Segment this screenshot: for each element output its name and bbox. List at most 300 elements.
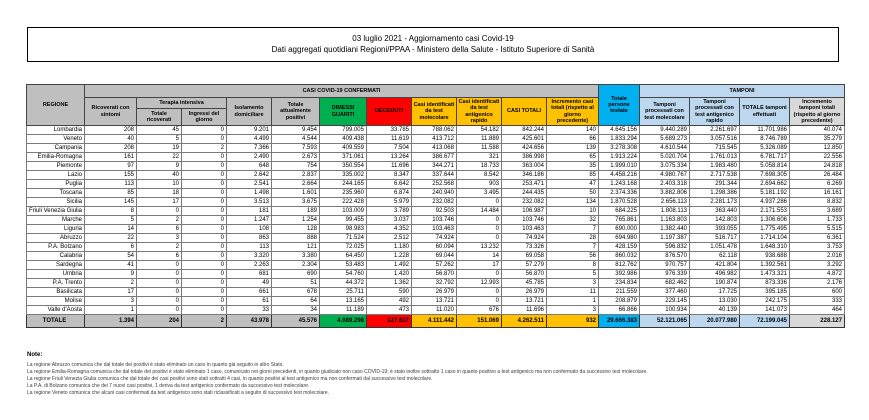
cell-casi_tot: 26.979 — [502, 288, 547, 297]
cell-tamp_mol: 100.934 — [640, 306, 690, 315]
cell-incr_casi: 56 — [547, 252, 599, 261]
cell-tamp_mol: 596.832 — [640, 243, 690, 252]
cell-incr_tamp: 8.832 — [790, 198, 845, 207]
cell-testate: 4.645.156 — [599, 126, 640, 135]
cell-positivi: 189 — [272, 207, 320, 216]
cell-tamp_ant: 393.055 — [690, 225, 740, 234]
total-incr_casi: 932 — [547, 315, 599, 328]
cell-incr_casi: 32 — [547, 216, 599, 225]
cell-casi_mol: 13.721 — [412, 297, 457, 306]
group-header-tamponi: TAMPONI — [640, 85, 845, 98]
column-header-casi-molecolare: Casi identificati da test molecolare — [412, 98, 457, 126]
group-header-casi-confermati: CASI COVID-19 CONFERMATI — [85, 85, 599, 98]
cell-tamp_mol: 4.610.544 — [640, 144, 690, 153]
cell-ti_ingressi: 0 — [182, 306, 227, 315]
total-testate: 29.666.383 — [599, 315, 640, 328]
cell-casi_tot: 56.870 — [502, 270, 547, 279]
cell-deceduti: 4.352 — [367, 225, 412, 234]
column-header-ti-ingressi: Ingressi del giorno — [182, 108, 227, 126]
cell-incr_casi: 11 — [547, 288, 599, 297]
cell-positivi: 34 — [272, 306, 320, 315]
cell-deceduti: 6.642 — [367, 180, 412, 189]
cell-tamp_tot: 2.694.662 — [740, 180, 790, 189]
cell-ti_totale: 0 — [137, 261, 182, 270]
cell-casi_ant: 0 — [457, 198, 502, 207]
cell-tamp_ant: 2.717.538 — [690, 171, 740, 180]
cell-incr_casi: 7 — [547, 243, 599, 252]
cell-casi_tot: 386.998 — [502, 153, 547, 162]
table-row — [27, 288, 845, 297]
cell-deceduti: 6.874 — [367, 189, 412, 198]
cell-isolamento: 3.513 — [227, 198, 272, 207]
cell-isolamento: 1.498 — [227, 189, 272, 198]
region-name: Calabria — [27, 252, 85, 261]
column-header-tamponi-antigenico: Tamponi processati con test antigenico rapido — [690, 98, 740, 126]
cell-tamp_ant: 496.982 — [690, 270, 740, 279]
cell-testate: 66.866 — [599, 306, 640, 315]
cell-testate: 812.762 — [599, 261, 640, 270]
cell-testate: 1.833.294 — [599, 135, 640, 144]
report-header-box — [27, 27, 839, 62]
cell-tamp_mol: 1.382.440 — [640, 225, 690, 234]
cell-casi_mol: 56.870 — [412, 270, 457, 279]
cell-tamp_tot: 873.336 — [740, 279, 790, 288]
cell-tamp_tot: 938.688 — [740, 252, 790, 261]
cell-testate: 428.159 — [599, 243, 640, 252]
cell-dimessi: 13.165 — [320, 297, 367, 306]
cell-isolamento: 33 — [227, 306, 272, 315]
cell-positivi: 2.673 — [272, 153, 320, 162]
cell-casi_ant: 54.182 — [457, 126, 502, 135]
group-header-terapia-intensiva: Terapia intensiva — [137, 98, 227, 109]
cell-ti_ingressi: 0 — [182, 198, 227, 207]
cell-casi_ant: 11.889 — [457, 135, 502, 144]
cell-incr_tamp: 16.161 — [790, 189, 845, 198]
cell-tamp_mol: 5.020.704 — [640, 153, 690, 162]
cell-testate: 4.458.216 — [599, 171, 640, 180]
cell-incr_casi: 3 — [547, 279, 599, 288]
column-header-casi-totali: CASI TOTALI — [502, 98, 547, 126]
cell-incr_casi: 134 — [547, 198, 599, 207]
table-row — [27, 279, 845, 288]
cell-ti_ingressi: 0 — [182, 171, 227, 180]
column-header-persone-testate: Totale persone testate — [599, 85, 640, 126]
cell-casi_tot: 45.785 — [502, 279, 547, 288]
cell-deceduti: 492 — [367, 297, 412, 306]
table-row — [27, 171, 845, 180]
cell-incr_casi: 35 — [547, 162, 599, 171]
cell-isolamento: 2.263 — [227, 261, 272, 270]
cell-incr_casi: 66 — [547, 135, 599, 144]
table-row — [27, 216, 845, 225]
cell-dimessi: 799.005 — [320, 126, 367, 135]
cell-ti_totale: 0 — [137, 270, 182, 279]
region-name: Toscana — [27, 189, 85, 198]
region-name: Piemonte — [27, 162, 85, 171]
region-name: Umbria — [27, 270, 85, 279]
cell-ti_totale: 0 — [137, 207, 182, 216]
cell-ti_ingressi: 0 — [182, 270, 227, 279]
cell-casi_ant: 11.588 — [457, 144, 502, 153]
column-header-incremento-tamponi: Incremento tamponi totali (rispetto al giorno precedente) — [790, 98, 845, 126]
cell-incr_tamp: 6.269 — [790, 180, 845, 189]
cell-incr_casi: 1 — [547, 297, 599, 306]
region-name: Abruzzo — [27, 234, 85, 243]
cell-tamp_mol: 1.197.387 — [640, 234, 690, 243]
cell-testate: 694.980 — [599, 234, 640, 243]
total-dimessi: 4.089.298 — [320, 315, 367, 328]
total-positivi: 45.576 — [272, 315, 320, 328]
cell-incr_tamp: 4.872 — [790, 270, 845, 279]
cell-isolamento: 2.490 — [227, 153, 272, 162]
cell-incr_tamp: 464 — [790, 306, 845, 315]
cell-ricoverati: 22 — [85, 234, 137, 243]
cell-tamp_tot: 1.714.104 — [740, 234, 790, 243]
cell-tamp_mol: 876.570 — [640, 252, 690, 261]
cell-testate: 211.559 — [599, 288, 640, 297]
cell-tamp_mol: 1.808.113 — [640, 207, 690, 216]
note-line: La regione Friuli Venezia Giulia comunica che dal totale dei casi positivi sono stati sottratti 4 casi, in quanto positivi al test antigenico ma non confermati dal successivo test molecolare. — [27, 376, 433, 382]
table-row — [27, 180, 845, 189]
cell-tamp_ant: 291.344 — [690, 180, 740, 189]
table-row — [27, 135, 845, 144]
cell-tamp_tot: 6.781.717 — [740, 153, 790, 162]
cell-positivi: 678 — [272, 288, 320, 297]
cell-tamp_tot: 1.473.321 — [740, 270, 790, 279]
cell-ti_ingressi: 0 — [182, 180, 227, 189]
cell-casi_ant: 12.993 — [457, 279, 502, 288]
table-row — [27, 198, 845, 207]
cell-tamp_tot: 1.775.495 — [740, 225, 790, 234]
cell-deceduti: 1.228 — [367, 252, 412, 261]
cell-dimessi: 25.711 — [320, 288, 367, 297]
cell-dimessi: 11.189 — [320, 306, 367, 315]
table-row — [27, 162, 845, 171]
total-tamp_ant: 20.077.980 — [690, 315, 740, 328]
cell-incr_tamp: 2.176 — [790, 279, 845, 288]
cell-tamp_ant: 190.874 — [690, 279, 740, 288]
cell-testate: 208.879 — [599, 297, 640, 306]
cell-ti_ingressi: 0 — [182, 126, 227, 135]
cell-casi_ant: 18.733 — [457, 162, 502, 171]
cell-tamp_tot: 4.937.286 — [740, 198, 790, 207]
cell-tamp_tot: 141.073 — [740, 306, 790, 315]
cell-isolamento: 2.642 — [227, 171, 272, 180]
table-row — [27, 252, 845, 261]
cell-casi_ant: 13.232 — [457, 243, 502, 252]
cell-dimessi: 72.025 — [320, 243, 367, 252]
cell-casi_ant: 14.484 — [457, 207, 502, 216]
cell-ti_ingressi: 0 — [182, 153, 227, 162]
cell-ti_totale: 0 — [137, 306, 182, 315]
cell-casi_ant: 321 — [457, 153, 502, 162]
cell-tamp_tot: 1.306.606 — [740, 216, 790, 225]
cell-tamp_ant: 62.118 — [690, 252, 740, 261]
cell-casi_mol: 69.044 — [412, 252, 457, 261]
cell-ricoverati: 155 — [85, 171, 137, 180]
cell-tamp_ant: 1.761.013 — [690, 153, 740, 162]
cell-tamp_ant: 17.725 — [690, 288, 740, 297]
cell-ricoverati: 14 — [85, 225, 137, 234]
cell-deceduti: 11.696 — [367, 162, 412, 171]
cell-incr_casi: 47 — [547, 180, 599, 189]
cell-casi_tot: 425.601 — [502, 135, 547, 144]
cell-tamp_mol: 5.689.273 — [640, 135, 690, 144]
table-row — [27, 234, 845, 243]
cell-casi_tot: 13.721 — [502, 297, 547, 306]
cell-tamp_mol: 3.075.334 — [640, 162, 690, 171]
total-isolamento: 43.978 — [227, 315, 272, 328]
cell-deceduti: 2.512 — [367, 234, 412, 243]
cell-dimessi: 409.438 — [320, 135, 367, 144]
cell-positivi: 1.601 — [272, 189, 320, 198]
cell-ti_totale: 0 — [137, 288, 182, 297]
cell-casi_ant: 3.495 — [457, 189, 502, 198]
cell-casi_ant: 0 — [457, 297, 502, 306]
cell-ricoverati: 6 — [85, 243, 137, 252]
cell-casi_mol: 92.503 — [412, 207, 457, 216]
cell-isolamento: 113 — [227, 243, 272, 252]
cell-tamp_mol: 1.163.803 — [640, 216, 690, 225]
cell-dimessi: 53.483 — [320, 261, 367, 270]
cell-casi_tot: 244.435 — [502, 189, 547, 198]
cell-incr_tamp: 26.484 — [790, 171, 845, 180]
cell-deceduti: 1.362 — [367, 279, 412, 288]
cell-positivi: 1.254 — [272, 216, 320, 225]
cell-casi_ant: 8.542 — [457, 171, 502, 180]
cell-dimessi: 99.455 — [320, 216, 367, 225]
table-row — [27, 306, 845, 315]
cell-incr_tamp: 24.818 — [790, 162, 845, 171]
column-header-ti-totale: Totale ricoverati — [137, 108, 182, 126]
cell-ricoverati: 1 — [85, 306, 137, 315]
cell-ricoverati: 2 — [85, 279, 137, 288]
column-header-dimessi-guariti: DIMESSI GUARITI — [320, 98, 367, 126]
cell-ricoverati: 40 — [85, 135, 137, 144]
cell-tamp_tot: 242.175 — [740, 297, 790, 306]
cell-deceduti: 473 — [367, 306, 412, 315]
region-name: Lombardia — [27, 126, 85, 135]
cell-tamp_ant: 2.261.697 — [690, 126, 740, 135]
cell-isolamento: 661 — [227, 288, 272, 297]
cell-dimessi: 244.165 — [320, 180, 367, 189]
table-row — [27, 225, 845, 234]
cell-ti_ingressi: 2 — [182, 144, 227, 153]
cell-incr_tamp: 22.556 — [790, 153, 845, 162]
cell-ti_totale: 18 — [137, 189, 182, 198]
cell-deceduti: 3.037 — [367, 216, 412, 225]
cell-deceduti: 1.420 — [367, 270, 412, 279]
total-casi_mol: 4.111.442 — [412, 315, 457, 328]
cell-testate: 1.870.528 — [599, 198, 640, 207]
cell-testate: 690.000 — [599, 225, 640, 234]
cell-isolamento: 49 — [227, 279, 272, 288]
cell-positivi: 754 — [272, 162, 320, 171]
region-name: Friuli Venezia Giulia — [27, 207, 85, 216]
cell-ti_ingressi: 0 — [182, 225, 227, 234]
notes-label: Note: — [27, 352, 43, 358]
region-name: Basilicata — [27, 288, 85, 297]
total-casi_tot: 4.262.511 — [502, 315, 547, 328]
cell-casi_ant: 14 — [457, 252, 502, 261]
cell-testate: 860.032 — [599, 252, 640, 261]
cell-incr_tamp: 12.850 — [790, 144, 845, 153]
cell-dimessi: 222.428 — [320, 198, 367, 207]
region-name: Molise — [27, 297, 85, 306]
cell-casi_tot: 69.058 — [502, 252, 547, 261]
cell-ti_ingressi: 0 — [182, 216, 227, 225]
cell-tamp_mol: 682.462 — [640, 279, 690, 288]
cell-ricoverati: 97 — [85, 162, 137, 171]
cell-tamp_mol: 229.145 — [640, 297, 690, 306]
cell-incr_tamp: 35.279 — [790, 135, 845, 144]
cell-tamp_tot: 8.746.789 — [740, 135, 790, 144]
cell-ricoverati: 17 — [85, 288, 137, 297]
cell-casi_ant: 676 — [457, 306, 502, 315]
region-name: Liguria — [27, 225, 85, 234]
cell-dimessi: 64.450 — [320, 252, 367, 261]
cell-positivi: 2.837 — [272, 171, 320, 180]
cell-deceduti: 8.347 — [367, 171, 412, 180]
cell-casi_mol: 103.463 — [412, 225, 457, 234]
cell-positivi: 9.454 — [272, 126, 320, 135]
cell-positivi: 121 — [272, 243, 320, 252]
cell-positivi: 7.593 — [272, 144, 320, 153]
cell-tamp_mol: 2.656.113 — [640, 198, 690, 207]
cell-ricoverati: 113 — [85, 180, 137, 189]
cell-testate: 2.374.336 — [599, 189, 640, 198]
notes-section — [27, 352, 847, 397]
cell-ti_ingressi: 0 — [182, 189, 227, 198]
cell-incr_tamp: 40.074 — [790, 126, 845, 135]
cell-tamp_mol: 976.339 — [640, 270, 690, 279]
total-ricoverati: 1.394 — [85, 315, 137, 328]
cell-tamp_ant: 363.440 — [690, 207, 740, 216]
cell-casi_tot: 842.244 — [502, 126, 547, 135]
cell-ti_ingressi: 0 — [182, 297, 227, 306]
region-name: Puglia — [27, 180, 85, 189]
cell-ti_ingressi: 0 — [182, 279, 227, 288]
cell-testate: 392.986 — [599, 270, 640, 279]
cell-incr_casi: 139 — [547, 144, 599, 153]
cell-testate: 3.278.308 — [599, 144, 640, 153]
cell-tamp_ant: 13.030 — [690, 297, 740, 306]
cell-deceduti: 1.492 — [367, 261, 412, 270]
cell-casi_mol: 103.746 — [412, 216, 457, 225]
cell-tamp_tot: 5.058.814 — [740, 162, 790, 171]
cell-tamp_ant: 1.298.386 — [690, 189, 740, 198]
covid-data-table — [26, 84, 845, 328]
region-name: Lazio — [27, 171, 85, 180]
cell-deceduti: 11.619 — [367, 135, 412, 144]
cell-ti_totale: 2 — [137, 216, 182, 225]
cell-tamp_tot: 11.701.986 — [740, 126, 790, 135]
cell-ti_ingressi: 0 — [182, 288, 227, 297]
cell-tamp_mol: 3.882.806 — [640, 189, 690, 198]
cell-ti_totale: 0 — [137, 279, 182, 288]
cell-ti_totale: 3 — [137, 234, 182, 243]
cell-incr_casi: 3 — [547, 306, 599, 315]
cell-ti_totale: 9 — [137, 162, 182, 171]
cell-casi_ant: 0 — [457, 270, 502, 279]
cell-ricoverati: 8 — [85, 207, 137, 216]
table-row — [27, 126, 845, 135]
cell-isolamento: 863 — [227, 234, 272, 243]
cell-dimessi: 44.372 — [320, 279, 367, 288]
cell-ti_totale: 6 — [137, 252, 182, 261]
cell-casi_ant: 0 — [457, 234, 502, 243]
cell-tamp_ant: 516.717 — [690, 234, 740, 243]
table-row — [27, 189, 845, 198]
cell-casi_mol: 11.020 — [412, 306, 457, 315]
cell-dimessi: 350.554 — [320, 162, 367, 171]
cell-isolamento: 2.541 — [227, 180, 272, 189]
table-row — [27, 153, 845, 162]
cell-positivi: 888 — [272, 234, 320, 243]
cell-casi_tot: 103.463 — [502, 225, 547, 234]
cell-tamp_ant: 1.051.478 — [690, 243, 740, 252]
column-header-deceduti: DECEDUTI — [367, 98, 412, 126]
cell-casi_mol: 344.271 — [412, 162, 457, 171]
cell-incr_casi: 8 — [547, 261, 599, 270]
cell-ti_ingressi: 0 — [182, 252, 227, 261]
cell-tamp_mol: 970.757 — [640, 261, 690, 270]
region-name: P.A. Trento — [27, 279, 85, 288]
table-row — [27, 207, 845, 216]
note-line: La regione Emilia-Romagna comunica che dal totale dei positivi è stato eliminato 1 caso, comunicato nei giorni precedenti, in quanto giudicato non caso COVID-19; è stato inoltre sottratto 1 caso in quanto positivo a test antigenico ma non confermato da successivo test molecolare. — [27, 369, 648, 375]
cell-ti_ingressi: 0 — [182, 234, 227, 243]
total-incr_tamp: 228.127 — [790, 315, 845, 328]
cell-casi_tot: 103.746 — [502, 216, 547, 225]
cell-isolamento: 61 — [227, 297, 272, 306]
cell-casi_tot: 424.656 — [502, 144, 547, 153]
cell-casi_ant: 0 — [457, 225, 502, 234]
cell-ti_totale: 45 — [137, 126, 182, 135]
cell-isolamento: 1.247 — [227, 216, 272, 225]
cell-casi_ant: 17 — [457, 261, 502, 270]
cell-incr_casi: 7 — [547, 225, 599, 234]
cell-isolamento: 648 — [227, 162, 272, 171]
cell-ti_totale: 40 — [137, 171, 182, 180]
report-title: 03 luglio 2021 - Aggiornamento casi Covid-19 — [352, 34, 514, 43]
note-line: La regione Veneto comunica che alcuni casi confermati da test antigenico sono stati riclassificati a seguito di successivo test molecolare. — [27, 390, 330, 396]
cell-tamp_mol: 2.403.318 — [640, 180, 690, 189]
cell-incr_tamp: 333 — [790, 297, 845, 306]
cell-ricoverati: 161 — [85, 153, 137, 162]
totals-label: TOTALE — [27, 315, 85, 328]
cell-ti_ingressi: 0 — [182, 207, 227, 216]
cell-ricoverati: 9 — [85, 270, 137, 279]
cell-ricoverati: 145 — [85, 198, 137, 207]
cell-dimessi: 54.760 — [320, 270, 367, 279]
cell-incr_tamp: 600 — [790, 288, 845, 297]
cell-tamp_tot: 5.181.192 — [740, 189, 790, 198]
cell-tamp_mol: 377.460 — [640, 288, 690, 297]
column-header-tamponi-molecolare: Tamponi processati con test molecolare — [640, 98, 690, 126]
cell-incr_casi: 85 — [547, 171, 599, 180]
cell-tamp_ant: 142.803 — [690, 216, 740, 225]
cell-positivi: 2.304 — [272, 261, 320, 270]
region-name: P.A. Bolzano — [27, 243, 85, 252]
cell-ti_ingressi: 0 — [182, 243, 227, 252]
cell-positivi: 690 — [272, 270, 320, 279]
cell-casi_tot: 232.082 — [502, 198, 547, 207]
cell-positivi: 3.380 — [272, 252, 320, 261]
cell-casi_tot: 73.326 — [502, 243, 547, 252]
table-row — [27, 261, 845, 270]
cell-positivi: 128 — [272, 225, 320, 234]
cell-tamp_ant: 2.281.173 — [690, 198, 740, 207]
